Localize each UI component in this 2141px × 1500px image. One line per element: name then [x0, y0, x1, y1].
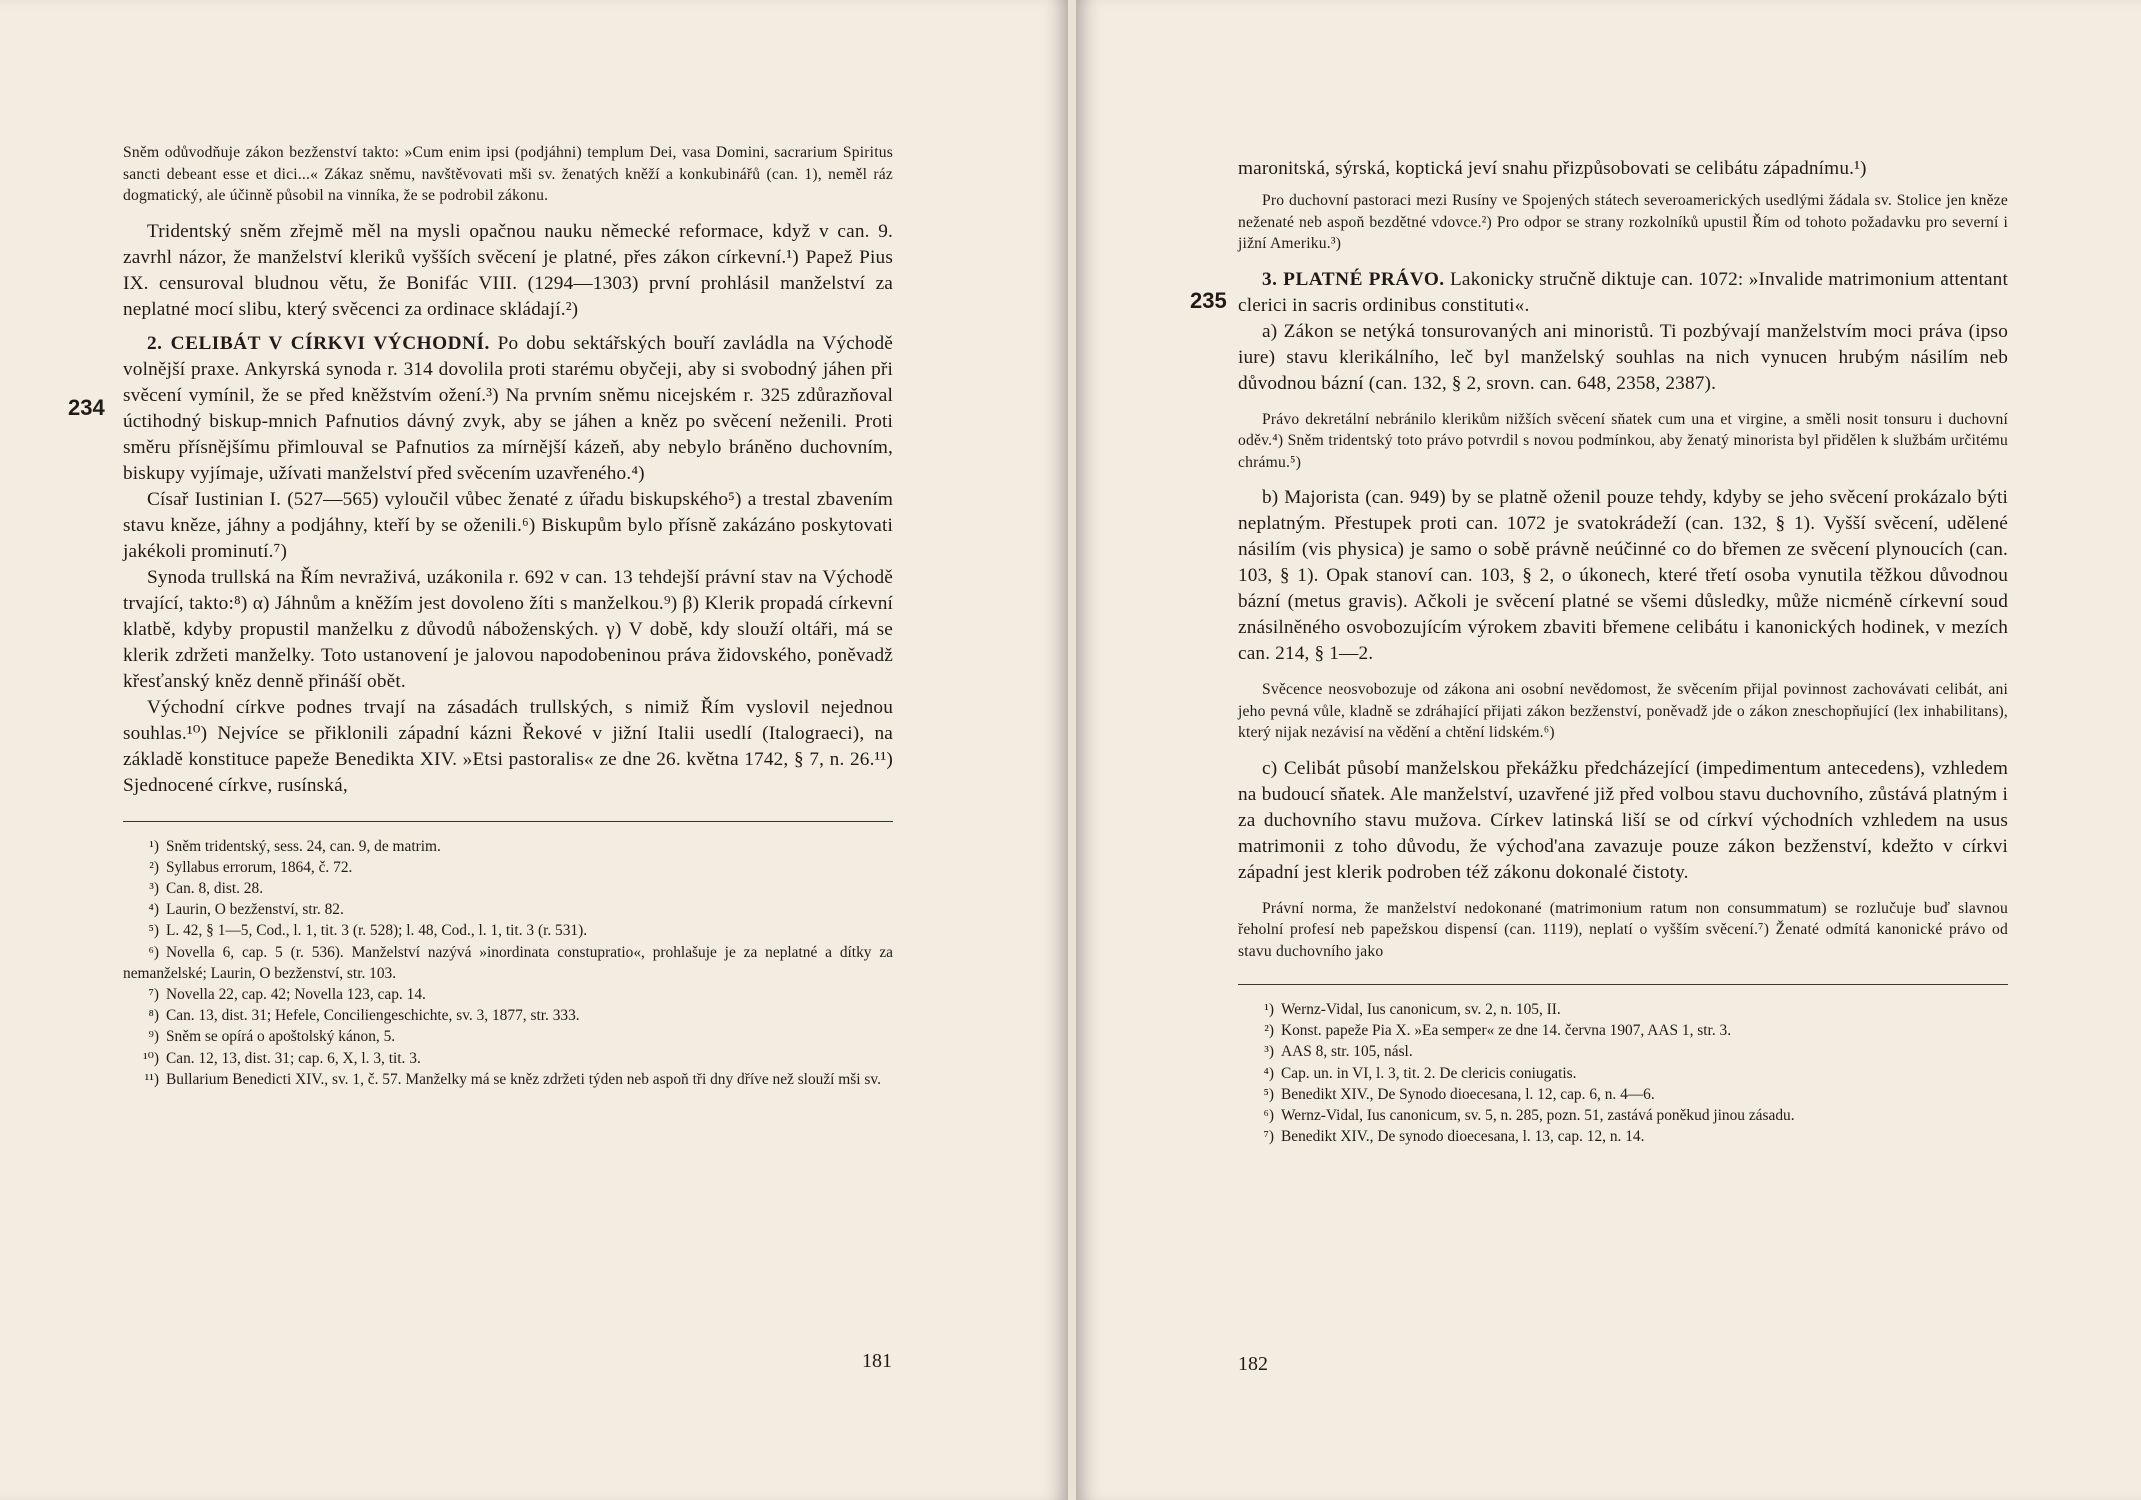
paragraph-section-3 [1238, 267, 2008, 319]
section-heading: 2. CELIBÁT V CÍRKVI VÝCHODNÍ. [147, 332, 490, 354]
paragraph: Císař Iustinian I. (527—565) vyloučil vůbec ženaté z úřadu biskupského⁵) a trestal zbavením stavu kněze, jáhny a podjáhny, kteří by se oženili.⁶) Biskupům bylo přísně zakázáno poskytovati jakékoli prominutí.⁷) [123, 488, 893, 562]
footnote-divider [1238, 984, 2008, 985]
footnote: ²) Syllabus errorum, 1864, č. 72. [149, 858, 353, 876]
footnote-divider [123, 821, 893, 822]
book-gutter [1068, 0, 1076, 1500]
paragraph: a) Zákon se netýká tonsurovaných ani minoristů. Ti pozbývají manželstvím moci práva (ipso iure) stavu klerikálního, leč byl manželský souhlas na nich vynucen hrubým násilím neb důvodnou bázní (can. 132, § 2, srovn. can. 648, 2358, 2387). [1238, 320, 2008, 394]
right-page [1076, 0, 2141, 1500]
paragraph-text: Lakonicky stručně diktuje can. 1072: »Invalide matrimonium attentant clerici in sacris ordinibus constituti«. [1238, 268, 2008, 316]
paragraph: Právo dekretální nebránilo klerikům nižších svěcení sňatek cum una et virgine, a směli nosit tonsuru i duchovní oděv.⁴) Sněm tridentský toto právo potvrdil s novou podmínkou, aby ženatý minorista byl přidělen k službám určitému chrámu.⁵) [1238, 410, 2008, 471]
footnote: ³) Can. 8, dist. 28. [149, 879, 264, 897]
paragraph: Synoda trullská na Řím nevraživá, uzákonila r. 692 v can. 13 tehdejší právní stav na Východě trvající, takto:⁸) α) Jáhnům a kněžím jest dovoleno žíti s manželkou.⁹) β) Klerik propadá církevní klatbě, kdyby propustil manželku z důvodů náboženských. γ) V době, kdy slouží oltáři, má se klerik zdržeti manželky. Toto ustanovení je jalovou napodobeninou práva židovského, poněvadž křesťanský kněz denně přináší obět. [123, 566, 893, 692]
paragraph: Východní církve podnes trvají na zásadách trullských, s nimiž Řím vyslovil nejednou souhlas.¹⁰) Nejvíce se přiklonili západní kázni Řekové v jižní Italii usedlí (Italograeci), na základě konstituce papeže Benedikta XIV. »Etsi pastoralis« ze dne 26. května 1742, § 7, n. 26.¹¹) Sjednocené církve, rusínská, [123, 696, 893, 796]
footnote: ⁶) Wernz-Vidal, Ius canonicum, sv. 5, n. 285, pozn. 51, zastává poněkud jinou zásadu. [1263, 1107, 1795, 1125]
paragraph: maronitská, sýrská, koptická jeví snahu přizpůsobovati se celibátu západnímu.¹) [1238, 158, 1867, 179]
footnote: ²) Konst. papeže Pia X. »Ea semper« ze dne 14. června 1907, AAS 1, str. 3. [1264, 1022, 1732, 1040]
paragraph: c) Celibát působí manželskou překážku předcházející (impedimentum antecedens), vzhledem na budoucí sňatek. Ale manželství, uzavřené již před volbou stavu duchovního, zůstává platným i za duchovního stavu mužova. Církev latinská liší se od církví východních vzhledem na usus matrimonii z toho důvodu, že východ'ana zavazuje pouze zákon bezženství, kdežto v církvi západní jest klerik podroben též zákonu dokonalé čistoty. [1238, 757, 2008, 883]
paragraph: Pro duchovní pastoraci mezi Rusíny ve Spojených státech severoamerických usedlými žádala sv. Stolice jen kněze neženaté neb aspoň bezdětné vdovce.²) Pro odpor se strany rozkolníků upustil Řím od tohoto požadavku pro severní i jižní Ameriku.³) [1238, 192, 2008, 252]
margin-number: 234 [68, 395, 105, 420]
left-text-column [123, 142, 893, 1090]
paragraph: Sněm odůvodňuje zákon bezženství takto: »Cum enim ipsi (podjáhni) templum Dei, vasa Domini, sacrarium Spiritus sancti debeant esse et dici...« Zákaz sněmu, navštěvovati mši sv. ženatých kněží a konkubinářů (can. 1), neměl ráz dogmatický, ale účinně působil na vinníka, že se podrobil zákonu. [123, 144, 893, 204]
left-page [0, 0, 1068, 1500]
footnote: ⁹) Sněm se opírá o apoštolský kánon, 5. [148, 1028, 396, 1046]
footnote: ⁶) Novella 6, cap. 5 (r. 536). Manželství nazývá »inordinata constupratio«, prohlašuje je za neplatné a dítky za nemanželské; Laurin, O bezženství, str. 103. [123, 943, 893, 982]
footnote: ⁸) Can. 13, dist. 31; Hefele, Conciliengeschichte, sv. 3, 1877, str. 333. [148, 1007, 580, 1025]
footnote: ¹⁰) Can. 12, 13, dist. 31; cap. 6, X, l. 3, tit. 3. [143, 1049, 421, 1067]
paragraph: Tridentský sněm zřejmě měl na mysli opačnou nauku německé reformace, když v can. 9. zavrhl názor, že manželství kleriků vyšších svěcení je platné, přes zákon církevní.¹) Papež Pius IX. censuroval bludnou větu, že Bonifác VIII. (1294—1303) první prohlásil manželství za neplatné mocí slibu, který svěcenci za ordinace skládají.²) [123, 220, 893, 320]
paragraph: Svěcence neosvobozuje od zákona ani osobní nevědomost, že svěcením přijal povinnost zachovávati celibát, ani jeho pevná vůle, kladně se zdráhající přijati zákon bezženství, poněvadž jde o zákon zneschopňující (lex inhabilitans), který nijak nezávisí na vědění a chtění lidském.⁶) [1238, 681, 2008, 741]
paragraph: Právní norma, že manželství nedokonané (matrimonium ratum non consummatum) se rozlučuje buď slavnou řeholní profesí neb papežskou dispensí (can. 1119), neplatí o vyšším svěcení.⁷) Ženaté odmítá kanonické právo od stavu duchovního jako [1238, 899, 2008, 960]
paragraph-text: Po dobu sektářských bouří zavládla na Východě volnější praxe. Ankyrská synoda r. 314 dovolila proti starému obyčeji, aby si svobodný jáhen při svěcení vymínil, že se před kněžstvím ožení.³) Na prvním sněmu nicejském r. 325 zdůrazňoval úctihodný biskup-mnich Pafnutios dávný zvyk, aby se jáhen a kněz po svěcení neženili. Proti směru přísnějšímu přimlouval se Pafnutios za mírnější kázeň, aby nebylo bráněno duchovním, biskupy vyjímaje, užívati manželství před svěcením uzavřeného.⁴) [123, 332, 893, 484]
footnote: ⁷) Benedikt XIV., De synodo dioecesana, l. 13, cap. 12, n. 14. [1263, 1128, 1645, 1146]
footnote: ⁵) Benedikt XIV., De Synodo dioecesana, l. 12, cap. 6, n. 4—6. [1263, 1085, 1655, 1103]
footnotes [123, 836, 893, 1090]
paragraph-section-2 [123, 331, 893, 487]
page-number: 181 [862, 1350, 892, 1372]
section-heading: 3. PLATNÉ PRÁVO. [1262, 268, 1445, 290]
right-text-column [1238, 156, 2008, 1147]
page-number: 182 [1238, 1353, 1268, 1375]
footnote: ⁴) Laurin, O bezženství, str. 82. [148, 901, 344, 919]
footnote: ¹) Sněm tridentský, sess. 24, can. 9, de matrim. [149, 837, 441, 855]
paragraph: b) Majorista (can. 949) by se platně oženil pouze tehdy, kdyby se jeho svěcení prokázalo býti neplatným. Přestupek proti can. 1072 je svatokrádeží (can. 132, § 1). Vyšší svěcení, udělené násilím (vis physica) je samo o sobě právně neúčinné co do břemen ze svěcení plynoucích (can. 103, § 1). Opak stanoví can. 103, § 2, o úkonech, které třetí osoba vynutila těžkou důvodnou bázní (metus gravis). Ačkoli je svěcení platné se všemi důsledky, může nicméně církevní soud znásilněného osvobozujícím výrokem zbaviti břemene celibátu i kanonických hodinek, v mezích can. 214, § 1—2. [1238, 487, 2008, 664]
footnote: ¹¹) Bullarium Benedicti XIV., sv. 1, č. 57. Manželky má se kněz zdržeti týden neb aspoň tři dny dříve než slouží mši sv. [144, 1070, 881, 1088]
footnote: ⁵) L. 42, § 1—5, Cod., l. 1, tit. 3 (r. 528); l. 48, Cod., l. 1, tit. 3 (r. 531). [148, 922, 588, 940]
footnote: ⁴) Cap. un. in VI, l. 3, tit. 2. De clericis coniugatis. [1263, 1064, 1577, 1082]
margin-number: 235 [1190, 288, 1227, 313]
footnote: ³) AAS 8, str. 105, násl. [1264, 1043, 1413, 1061]
footnote: ¹) Wernz-Vidal, Ius canonicum, sv. 2, n. 105, II. [1264, 1001, 1561, 1018]
footnote: ⁷) Novella 22, cap. 42; Novella 123, cap. 14. [148, 985, 426, 1003]
footnotes [1238, 999, 2008, 1147]
